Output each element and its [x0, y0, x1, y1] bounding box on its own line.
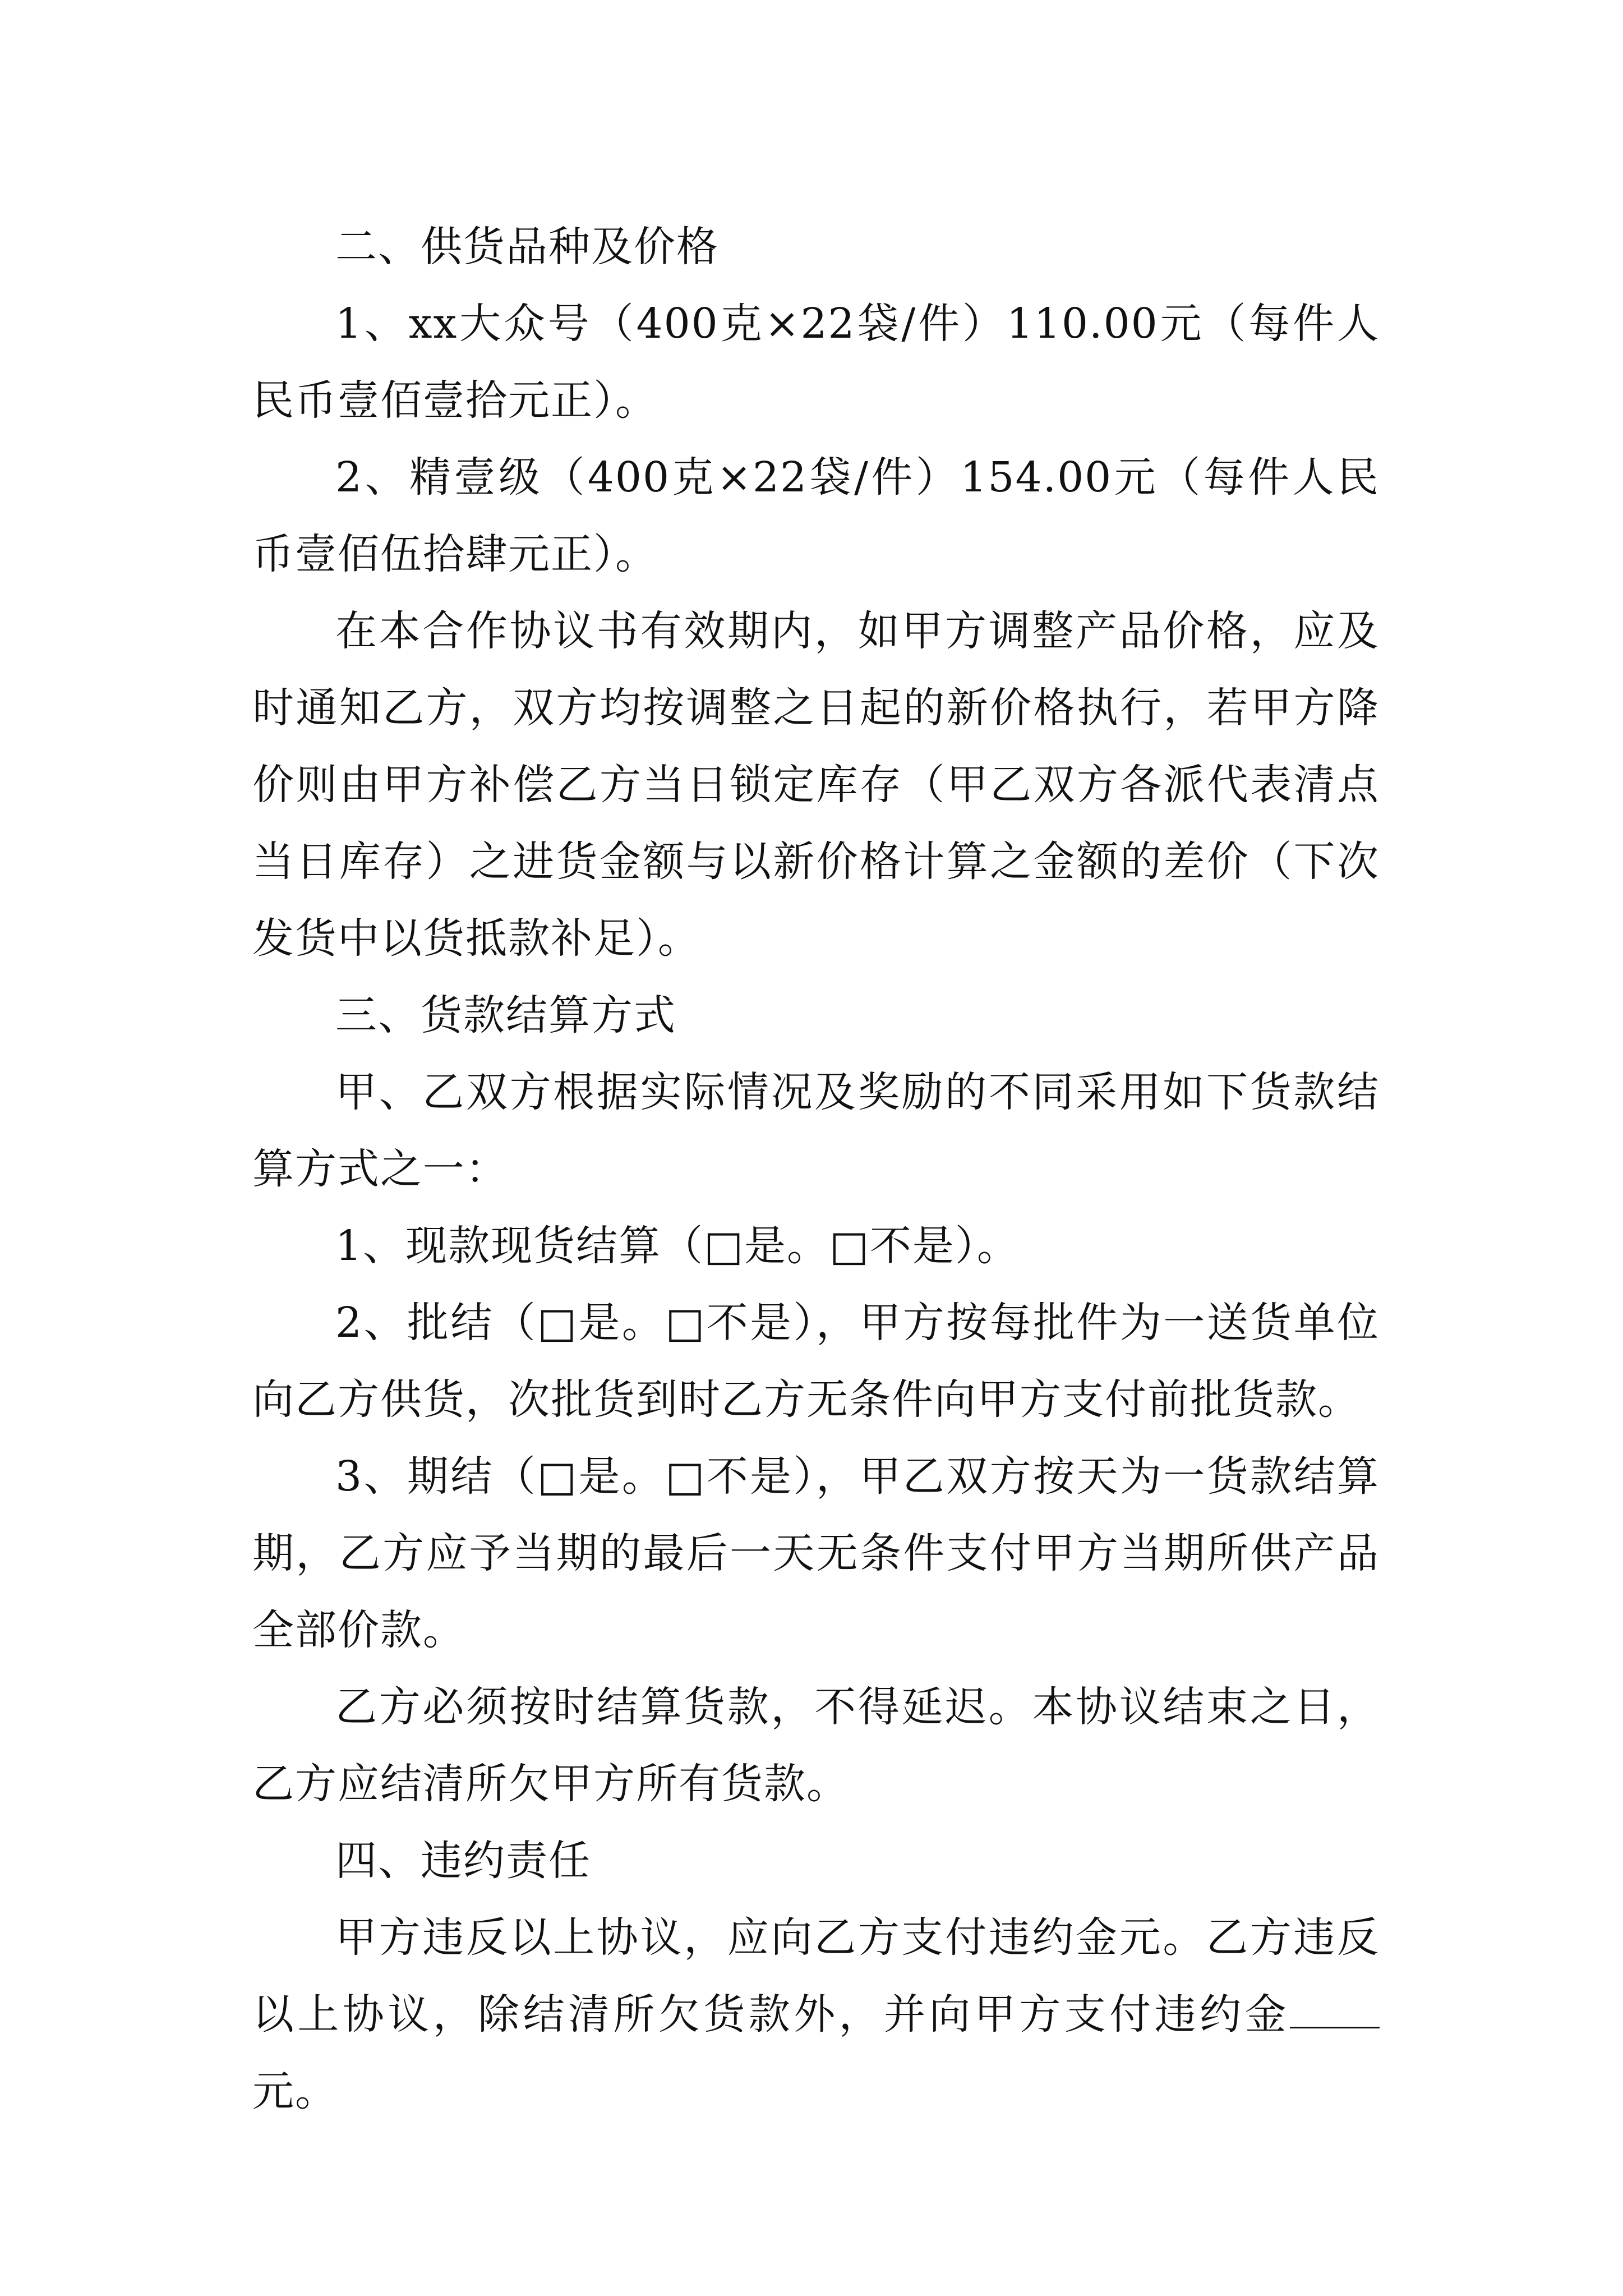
price-adjustment-clause: 在本合作协议书有效期内，如甲方调整产品价格，应及时通知乙方，双方均按调整之日起的新价格执行，若甲方降价则由甲方补偿乙方当日锁定库存（甲乙双方各派代表清点当日库存）之进货金额与以新价格计算之金额的差价（下次发货中以货抵款补足）。 [252, 607, 1380, 963]
settlement-option-1: 1、现款现货结算（□是。□不是）。 [335, 1222, 1020, 1270]
price-item-2: 2、精壹级（400克×22袋/件）154.00元（每件人民币壹佰伍拾肆元正）。 [252, 453, 1380, 578]
breach-clause [252, 1899, 1380, 2130]
settlement-intro: 甲、乙双方根据实际情况及奖励的不同采用如下货款结算方式之一： [252, 1068, 1380, 1193]
settlement-option-2: 2、批结（□是。□不是），甲方按每批件为一送货单位向乙方供货，次批货到时乙方无条件向甲方支付前批货款。 [252, 1299, 1380, 1424]
amount-blank-line [1290, 1993, 1380, 2028]
document-body [252, 209, 1380, 2130]
breach-clause-text: 甲方违反以上协议，应向乙方支付违约金元。乙方违反以上协议，除结清所欠货款外，并向甲方支付违约金 [252, 1913, 1380, 2039]
section-heading-settlement: 三、货款结算方式 [335, 991, 676, 1039]
settlement-option-3: 3、期结（□是。□不是），甲乙双方按天为一货款结算期，乙方应予当期的最后一天无条件支付甲方当期所供产品全部价款。 [252, 1452, 1380, 1654]
breach-clause-end: 元。 [252, 2067, 338, 2115]
section-heading-breach: 四、违约责任 [335, 1837, 591, 1885]
price-item-1: 1、xx大众号（400克×22袋/件）110.00元（每件人民币壹佰壹拾元正）。 [252, 300, 1380, 425]
section-heading-supply: 二、供货品种及价格 [335, 223, 719, 271]
settlement-deadline-clause: 乙方必须按时结算货款，不得延迟。本协议结束之日，乙方应结清所欠甲方所有货款。 [252, 1683, 1380, 1808]
